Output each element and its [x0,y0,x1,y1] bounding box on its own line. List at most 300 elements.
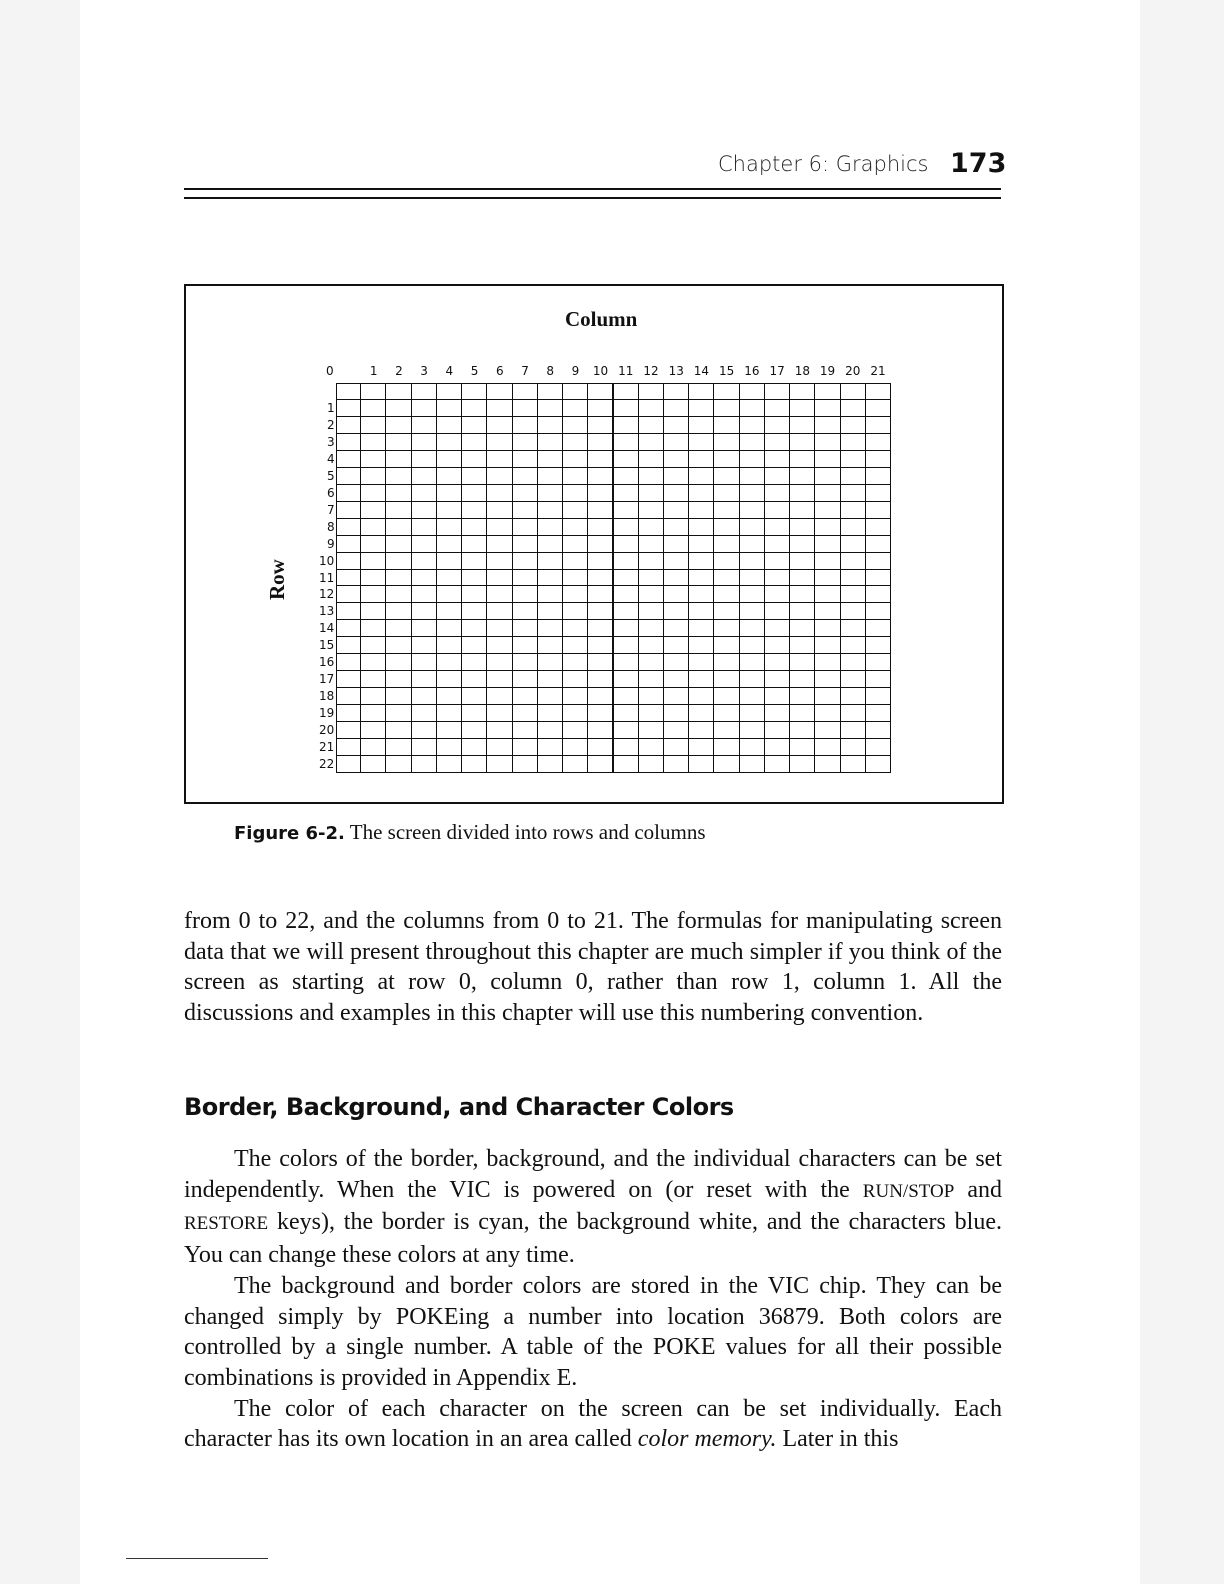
grid-cell [713,484,739,502]
grid-cell [385,484,411,502]
grid-cell [537,484,563,502]
grid-cell [638,552,664,570]
grid-cell [537,670,563,688]
grid-cell [486,433,512,451]
grid-cell [436,416,462,434]
grid-cell [562,501,588,519]
grid-cell [865,552,891,570]
grid-cell [739,687,765,705]
grid-cell [739,518,765,536]
grid-cell [713,450,739,468]
grid-cell [336,484,361,502]
grid-cell [385,602,411,620]
grid-cell [461,585,487,603]
grid-cell [385,383,411,400]
grid-cell [385,585,411,603]
grid-cell [562,755,588,773]
grid-cell [789,518,815,536]
grid-cell [411,569,437,587]
grid-cell [739,399,765,417]
caption-text: The screen divided into rows and columns [344,820,706,844]
grid-cell [385,416,411,434]
grid-cell [663,484,689,502]
grid-cell [840,383,866,400]
grid-cell [638,721,664,739]
grid-cell [663,721,689,739]
grid-cell [865,501,891,519]
grid-cell [512,585,538,603]
grid-cell [436,383,462,400]
grid-cell [486,755,512,773]
grid-cell [336,721,361,739]
text: and [954,1176,1002,1203]
grid-cell [537,704,563,722]
row-label: 1 [327,400,335,415]
grid-cell [512,484,538,502]
grid-cell [789,552,815,570]
grid-cell [587,416,613,434]
grid-cell [764,399,790,417]
grid-cell [638,602,664,620]
grid-cell [638,450,664,468]
grid-cell [436,399,462,417]
grid-cell [739,721,765,739]
grid-cell [461,704,487,722]
grid-cell [537,602,563,620]
grid-cell [764,721,790,739]
grid-cell [713,467,739,485]
grid-cell [461,383,487,400]
grid-cell [461,467,487,485]
grid-cell [587,450,613,468]
grid-cell [688,602,714,620]
grid-cell [385,721,411,739]
grid-cell [587,704,613,722]
grid-cell [789,467,815,485]
grid-cell [865,433,891,451]
grid-cell [486,585,512,603]
column-label: 3 [420,364,428,378]
grid-cell [814,585,840,603]
grid-cell [613,383,639,400]
grid-cell [461,687,487,705]
grid-cell [840,433,866,451]
grid-cell [638,484,664,502]
grid-cell [713,399,739,417]
grid-cell [865,619,891,637]
grid-cell [436,433,462,451]
grid-cell [512,416,538,434]
grid-cell [613,687,639,705]
grid-cell [739,383,765,400]
grid-cell [486,653,512,671]
grid-cell [713,585,739,603]
grid-cell [486,484,512,502]
grid-cell [336,585,361,603]
text: The color of each character on the screen can be set individually. Each character has its own location in an area called [184,1395,1002,1453]
column-label: 7 [521,364,529,378]
grid-cell [865,450,891,468]
grid-cell [436,602,462,620]
row-label: 20 [319,723,335,738]
grid-cell [537,721,563,739]
row-label: 4 [327,451,335,466]
grid-cell [764,585,790,603]
grid-cell [789,687,815,705]
grid-cell [461,416,487,434]
grid-cell [840,602,866,620]
grid-cell [537,585,563,603]
grid-cell [512,518,538,536]
grid-cell [663,755,689,773]
grid-cell [638,383,664,400]
grid-cell [688,636,714,654]
grid-cell [436,501,462,519]
grid-cell [336,619,361,637]
grid-cell [688,721,714,739]
grid-cell [713,636,739,654]
grid-cell [713,687,739,705]
grid-cell [789,653,815,671]
grid-cell [739,484,765,502]
grid-cell [537,467,563,485]
grid-cell [587,501,613,519]
row-label: 18 [319,689,335,704]
grid-cell [688,585,714,603]
grid-cell [739,569,765,587]
grid-cell [840,653,866,671]
grid-cell [587,484,613,502]
column-label: 9 [571,364,580,378]
grid-cell [562,738,588,756]
grid-cell [613,721,639,739]
grid-cell [512,501,538,519]
grid-cell [764,518,790,536]
grid-cell [764,755,790,773]
row-label: 3 [327,434,335,449]
grid-cell [613,518,639,536]
grid-cell [764,704,790,722]
grid-cell [613,755,639,773]
grid-cell [814,569,840,587]
grid-cell [385,636,411,654]
grid-cell [789,535,815,553]
grid-cell [360,738,386,756]
grid-cell [865,467,891,485]
grid-cell [840,721,866,739]
row-label: 12 [319,587,335,602]
grid-cell [411,687,437,705]
grid-cell [865,687,891,705]
grid-cell [411,670,437,688]
grid-cell [764,687,790,705]
grid-cell [865,399,891,417]
grid-cell [512,755,538,773]
grid-cell [789,383,815,400]
grid-cell [814,755,840,773]
header-rule [184,188,1001,190]
grid-cell [739,552,765,570]
grid-cell [587,602,613,620]
grid-cell [814,484,840,502]
grid-cell [562,721,588,739]
grid-cell [587,721,613,739]
grid-cell [663,585,689,603]
grid-cell [436,450,462,468]
grid-cell [411,602,437,620]
grid-cell [385,755,411,773]
column-label: 21 [870,364,886,378]
grid-cell [814,636,840,654]
grid-cell [764,569,790,587]
grid-cell [663,687,689,705]
grid-cell [713,704,739,722]
grid-cell [512,619,538,637]
grid-cell [436,670,462,688]
grid-cell [360,383,386,400]
grid-cell [411,585,437,603]
grid-cell [436,585,462,603]
grid-cell [663,738,689,756]
grid-cell [486,467,512,485]
grid-cell [385,501,411,519]
grid-cell [461,602,487,620]
grid-cell [562,416,588,434]
grid-cell [587,755,613,773]
grid-cell [587,518,613,536]
grid-cell [739,467,765,485]
grid-cell [663,619,689,637]
column-label: 1 [369,364,378,378]
grid-cell [461,636,487,654]
figure-caption [234,820,706,845]
grid-cell [739,501,765,519]
row-label: 6 [327,485,335,500]
grid-cell [436,721,462,739]
section-heading: Border, Background, and Character Colors [184,1093,734,1121]
grid-cell [411,518,437,536]
grid-cell [688,535,714,553]
grid-cell [587,619,613,637]
grid-cell [411,450,437,468]
grid-cell [638,619,664,637]
paragraph [184,1144,1002,1271]
grid-cell [663,653,689,671]
grid-cell [840,636,866,654]
grid-cell [840,484,866,502]
grid-cell [865,518,891,536]
grid-cell [840,416,866,434]
grid-cell [688,501,714,519]
grid-cell [411,383,437,400]
grid-cell [638,416,664,434]
grid-cell [461,653,487,671]
grid-cell [789,416,815,434]
grid-cell [739,416,765,434]
grid-cell [814,450,840,468]
row-title: Row [265,559,289,600]
grid-cell [512,636,538,654]
grid-cell [764,484,790,502]
grid-cell [512,653,538,671]
grid-cell [411,755,437,773]
grid-cell [713,721,739,739]
grid-cell [613,636,639,654]
grid-cell [764,670,790,688]
grid-cell [336,755,361,773]
grid-cell [411,535,437,553]
grid-cell [789,704,815,722]
grid-cell [713,433,739,451]
grid-cell [360,399,386,417]
grid-cell [713,653,739,671]
grid-cell [486,383,512,400]
paragraph-text: from 0 to 22, and the columns from 0 to 21. The formulas for manipulating screen data that we will present throughout this chapter are much simpler if you think of the screen as starting at row 0, column 0, rather than row 1, column 1. All the discussions and examples in this chapter will use this numbering convention. [184,908,1002,1027]
column-label: 16 [744,364,760,378]
grid-cell [865,535,891,553]
grid-cell [713,518,739,536]
grid-cell [360,602,386,620]
grid-cell [360,653,386,671]
grid-cell [486,416,512,434]
grid-cell [638,636,664,654]
grid-cell [789,399,815,417]
grid-cell [814,653,840,671]
grid-cell [411,433,437,451]
grid-cell [512,569,538,587]
grid-cell [764,450,790,468]
grid-cell [789,670,815,688]
row-label: 11 [319,570,335,585]
grid-cell [688,433,714,451]
grid-cell [814,518,840,536]
grid-cell [688,653,714,671]
grid-cell [360,433,386,451]
grid-cell [461,670,487,688]
row-label: 2 [327,417,335,432]
grid-cell [512,670,538,688]
grid-cell [486,602,512,620]
grid-cell [537,687,563,705]
grid-cell [360,501,386,519]
grid-cell [663,602,689,620]
grid-cell [336,738,361,756]
grid-cell [814,399,840,417]
grid-cell [461,552,487,570]
grid-cell [336,467,361,485]
grid-cell [336,518,361,536]
grid-cell [613,433,639,451]
grid-cell [360,416,386,434]
grid-cell [436,467,462,485]
grid-cell [360,585,386,603]
grid-cell [764,433,790,451]
grid-cell [360,535,386,553]
grid-cell [385,433,411,451]
grid-cell [360,636,386,654]
grid-cell [713,755,739,773]
column-label: 14 [693,364,710,378]
grid-cell [562,585,588,603]
grid-cell [814,687,840,705]
grid-cell [713,619,739,637]
grid-cell [764,738,790,756]
grid-cell [537,399,563,417]
column-label: 5 [470,364,479,378]
grid-cell [436,552,462,570]
grid-cell [360,450,386,468]
column-label: 17 [769,364,785,378]
grid-cell [486,687,512,705]
grid-cell [688,450,714,468]
grid-cell [587,670,613,688]
grid-cell [713,569,739,587]
grid-cell [360,467,386,485]
grid-cell [613,670,639,688]
grid-cell [663,399,689,417]
text: keys), the border is cyan, the background white, and the characters blue. You can change these colors at any time. [184,1209,1002,1269]
grid-cell [840,619,866,637]
grid-cell [613,467,639,485]
grid-cell [436,755,462,773]
grid-cell [688,552,714,570]
grid-cell [461,535,487,553]
grid-cell [336,687,361,705]
grid-cell [486,399,512,417]
grid-cell [613,704,639,722]
grid-cell [436,535,462,553]
grid-cell [486,552,512,570]
grid-cell [613,602,639,620]
grid-cell [613,484,639,502]
row-label: 10 [319,553,335,568]
grid-cell [385,619,411,637]
grid-cell [512,383,538,400]
grid-cell [688,416,714,434]
grid-cell [512,552,538,570]
grid-cell [814,602,840,620]
grid-cell [360,704,386,722]
grid-cell [638,653,664,671]
grid-cell [461,721,487,739]
grid-cell [537,383,563,400]
grid-cell [688,687,714,705]
grid-cell [739,619,765,637]
grid-cell [385,687,411,705]
grid-cell [814,721,840,739]
grid-cell [336,602,361,620]
grid-cell [461,755,487,773]
grid-cell [385,704,411,722]
grid-cell [411,399,437,417]
grid-cell [436,484,462,502]
grid-cell [764,467,790,485]
grid-cell [688,484,714,502]
grid-cell [663,467,689,485]
grid-cell [739,433,765,451]
grid-cell [739,738,765,756]
grid-cell [739,535,765,553]
row-label: 22 [319,757,335,772]
grid-cell [360,552,386,570]
grid-cell [562,484,588,502]
grid-cell [865,721,891,739]
grid-cell [814,552,840,570]
grid-cell [360,670,386,688]
row-label: 13 [319,604,335,619]
grid-cell [840,501,866,519]
grid-cell [537,755,563,773]
